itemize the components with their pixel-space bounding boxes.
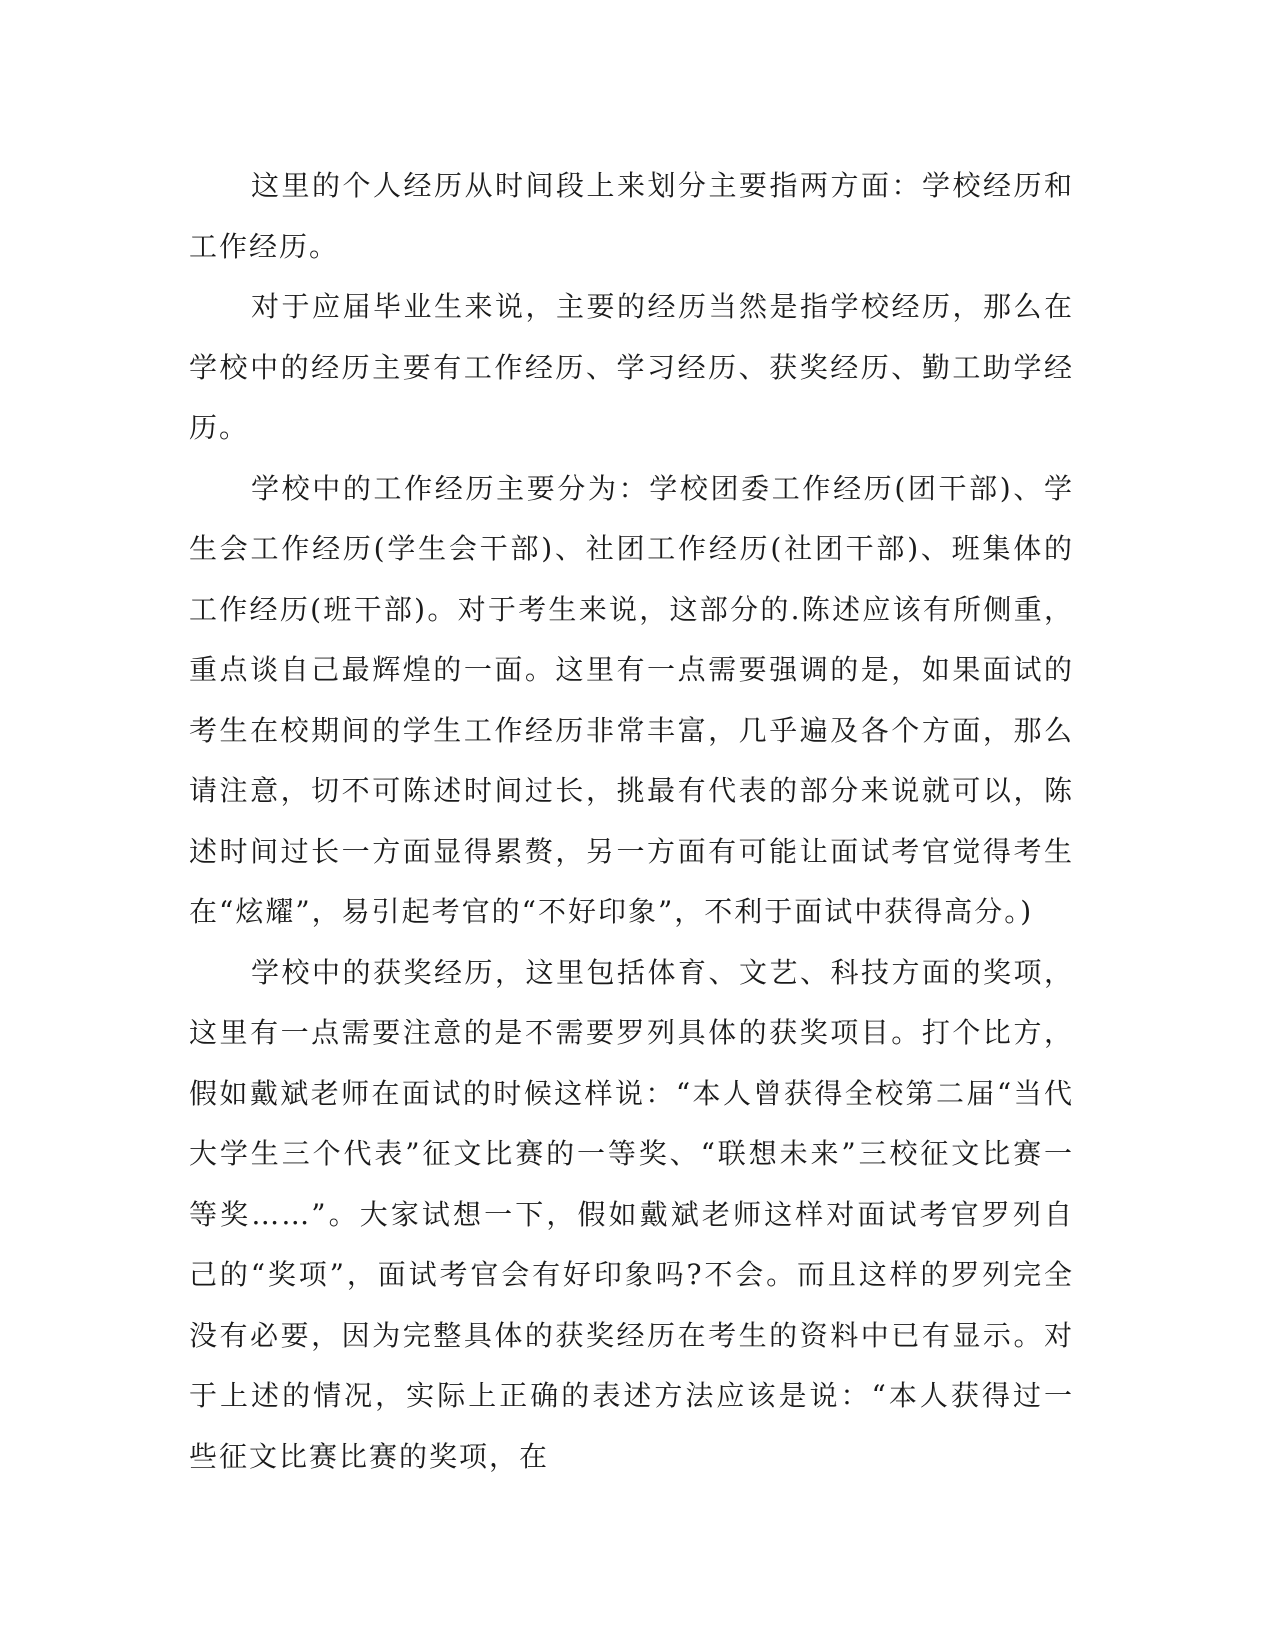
body-text (189, 156, 1074, 1487)
paragraph-1: 这里的个人经历从时间段上来划分主要指两方面：学校经历和工作经历。 (189, 169, 1074, 263)
paragraph-4: 学校中的获奖经历，这里包括体育、文艺、科技方面的奖项，这里有一点需要注意的是不需要罗列具体的获奖项目。打个比方，假如戴斌老师在面试的时候这样说：“本人曾获得全校第二届“当代大学生三个代表”征文比赛的一等奖、“联想未来”三校征文比赛一等奖……”。大家试想一下，假如戴斌老师这样对面试考官罗列自己的“奖项”，面试考官会有好印象吗?不会。而且这样的罗列完全没有必要，因为完整具体的获奖经历在考生的资料中已有显示。对于上述的情况，实际上正确的表述方法应该是说：“本人获得过一些征文比赛比赛的奖项，在 (189, 955, 1074, 1473)
paragraph-3: 学校中的工作经历主要分为：学校团委工作经历(团干部)、学生会工作经历(学生会干部)、社团工作经历(社团干部)、班集体的工作经历(班干部)。对于考生来说，这部分的.陈述应该有所侧重，重点谈自己最辉煌的一面。这里有一点需要强调的是，如果面试的考生在校期间的学生工作经历非常丰富，几乎遍及各个方面，那么请注意，切不可陈述时间过长，挑最有代表的部分来说就可以，陈述时间过长一方面显得累赘，另一方面有可能让面试考官觉得考生在“炫耀”，易引起考官的“不好印象”，不利于面试中获得高分。) (189, 471, 1074, 928)
paragraph-2: 对于应届毕业生来说，主要的经历当然是指学校经历，那么在学校中的经历主要有工作经历、学习经历、获奖经历、勤工助学经历。 (189, 290, 1074, 444)
